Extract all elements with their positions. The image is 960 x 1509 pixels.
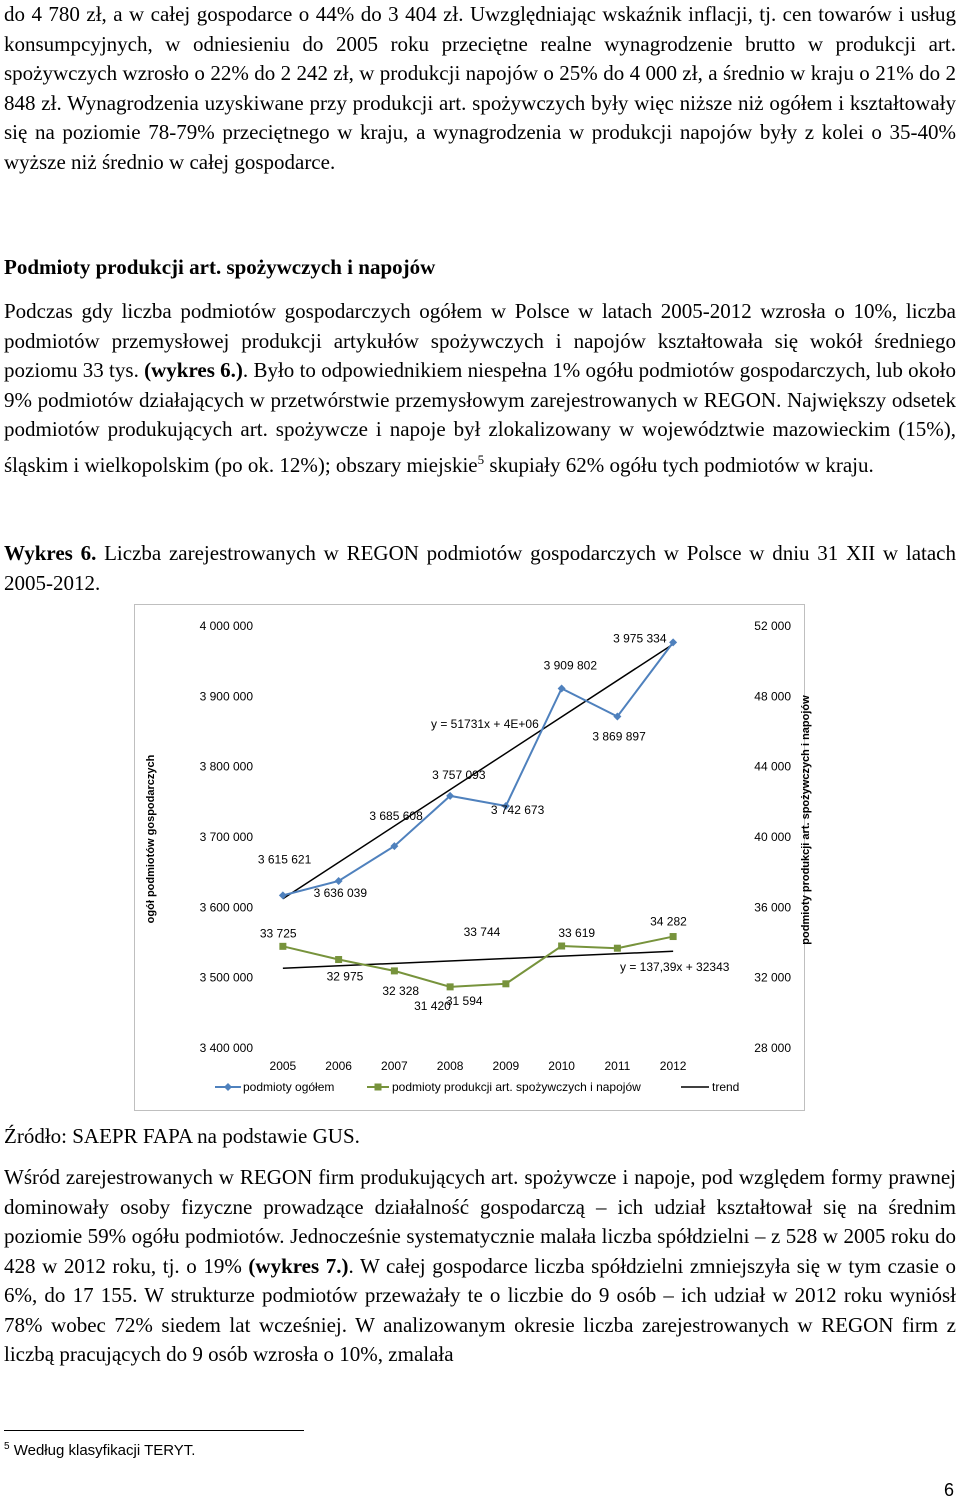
series-total-data-label: 3 742 673 <box>490 802 545 817</box>
section-heading: Podmioty produkcji art. spożywczych i napojów <box>4 255 436 279</box>
left-axis-tick-label: 3 400 000 <box>199 1041 253 1055</box>
right-axis-tick-label: 28 000 <box>754 1041 791 1055</box>
line-chart <box>135 605 812 1110</box>
right-axis-tick-label: 52 000 <box>754 619 791 633</box>
x-axis-tick-label: 2006 <box>325 1059 352 1073</box>
x-axis-tick-label: 2007 <box>381 1059 408 1073</box>
right-axis-tick-label: 32 000 <box>754 970 791 985</box>
series-food-point <box>614 945 621 952</box>
footnote <box>4 1441 195 1459</box>
series-total-data-label: 3 615 621 <box>257 852 312 867</box>
series-total-point <box>279 891 287 899</box>
series-food-point <box>558 943 565 950</box>
x-axis-tick-label: 2008 <box>436 1059 464 1073</box>
series-food-point <box>335 956 342 963</box>
left-axis-tick-label: 4 000 000 <box>199 619 253 633</box>
series-food-point <box>279 943 286 950</box>
x-axis-tick-label: 2010 <box>548 1059 575 1073</box>
series-food-data-label: 32 975 <box>326 969 364 984</box>
series-food-data-label: 32 328 <box>382 983 420 998</box>
x-axis-tick-label: 2009 <box>492 1059 520 1073</box>
legend-total-label: podmioty ogółem <box>243 1080 335 1094</box>
legend-total-marker <box>224 1083 232 1091</box>
footnote-number: 5 <box>4 1441 10 1452</box>
paragraph-legal-forms-part2: . W całej gospodarce liczba spółdzielni zmniejszyła się w tym czasie o 6%, do 17 155. W strukturze podmiotów przeważały te o liczbie do 9 osób – ich udział w 2012 roku wyniósł 78% wobec 72% siedem lat wcześniej. W analizowanym okresie liczba zarejestrowanych w REGON firm z liczbą pracujących do 9 osób wzrosła o 10%, zmalała <box>4 1253 957 1366</box>
chart-caption-label: Wykres 6. <box>4 541 97 565</box>
paragraph-legal-forms <box>4 1163 956 1370</box>
series-total-data-label: 3 636 039 <box>313 885 368 900</box>
series-food-data-label: 31 420 <box>414 998 451 1013</box>
series-total-data-label: 3 685 608 <box>369 809 423 824</box>
series-total-data-label: 3 757 093 <box>432 767 486 782</box>
chart-caption <box>4 539 956 598</box>
right-axis-tick-label: 36 000 <box>754 900 791 915</box>
legend-trend-label: trend <box>712 1080 740 1094</box>
series-food-data-label: 31 594 <box>445 993 483 1008</box>
series-food-point <box>502 980 509 987</box>
right-axis-tick-label: 48 000 <box>754 689 791 704</box>
series-food-point <box>670 933 677 940</box>
x-axis-tick-label: 2005 <box>269 1059 297 1073</box>
chart-container <box>134 604 812 1111</box>
source-note: Źródło: SAEPR FAPA na podstawie GUS. <box>4 1124 360 1148</box>
series-total-point <box>558 684 566 692</box>
series-total-data-label: 3 869 897 <box>592 729 646 744</box>
paragraph-entities-part1: Podczas gdy liczba podmiotów gospodarczych ogółem w Polsce w latach 2005-2012 wzrosła o 10%, liczba podmiotów przemysłowej produkcji artykułów spożywczych i napojów kształtowała się wokół średniego poziomu 33 tys. <box>4 299 956 382</box>
page-number: 6 <box>943 1480 954 1500</box>
series-food-data-label: 33 744 <box>463 925 501 940</box>
x-axis-tick-label: 2012 <box>659 1059 687 1073</box>
series-food-data-label: 33 725 <box>259 926 297 941</box>
paragraph-entities-part2: . Było to odpowiednikiem niespełna 1% ogółu podmiotów gospodarczych, lub około 9% podmiotów działających w przetwórstwie przemysłowym zarejestrowanych w REGON. Największy odsetek podmiotów produkujących art. spożywcze i napoje był zlokalizowany w województwie mazowieckim (15%), śląskim i wielkopolskim (po ok. 12%); obszary miejskie <box>4 358 957 477</box>
series-food-data-label: 33 619 <box>558 926 596 941</box>
left-axis-tick-label: 3 600 000 <box>199 900 253 915</box>
left-axis-tick-label: 3 500 000 <box>199 970 253 985</box>
paragraph-entities <box>4 297 956 480</box>
x-axis-tick-label: 2011 <box>604 1059 631 1073</box>
trend-equation-food: y = 137,39x + 32343 <box>620 960 730 974</box>
series-total-data-label: 3 909 802 <box>543 658 598 673</box>
right-axis-tick-label: 44 000 <box>754 759 791 774</box>
chart-reference-6: (wykres 6.) <box>144 358 243 382</box>
right-axis-tick-label: 40 000 <box>754 830 791 844</box>
paragraph-legal-forms-part1: Wśród zarejestrowanych w REGON firm produkujących art. spożywcze i napoje, pod względem formy prawnej dominowały osoby fizyczne prowadzące działalność gospodarczą – ich udział kształtował się na średnim poziomie 59% ogółu podmiotów. Jednocześnie systematycznie malała liczba spółdzielni – z 528 w 2005 roku do 428 w 2012 roku, tj. o 19% <box>4 1165 956 1278</box>
left-axis-tick-label: 3 800 000 <box>199 759 253 774</box>
series-food-point <box>447 983 454 990</box>
footnote-marker: 5 <box>477 451 485 467</box>
series-food-point <box>391 967 398 974</box>
legend-food-label: podmioty produkcji art. spożywczych i napojów <box>392 1080 641 1094</box>
legend-food-marker <box>375 1084 382 1091</box>
chart-caption-text: Liczba zarejestrowanych w REGON podmiotów gospodarczych w Polsce w dniu 31 XII w latach 2005-2012. <box>4 541 956 595</box>
left-axis-tick-label: 3 700 000 <box>199 830 253 844</box>
left-axis-tick-label: 3 900 000 <box>199 689 253 704</box>
right-axis-title: podmioty produkcji art. spożywczych i napojów <box>800 695 812 945</box>
paragraph-wages: do 4 780 zł, a w całej gospodarce o 44% do 3 404 zł. Uwzględniając wskaźnik inflacji, tj. cen towarów i usług konsumpcyjnych, w odniesieniu do 2005 roku przeciętne realne wynagrodzenie brutto w produkcji art. spożywczych wzrosło o 22% do 2 242 zł, w produkcji napojów o 25% do 4 000 zł, a średnio w kraju o 21% do 2 848 zł. Wynagrodzenia uzyskiwane przy produkcji art. spożywczych były więc niższe niż ogółem i kształtowały się na poziomie 78-79% przeciętnego w kraju, a wynagrodzenia w produkcji napojów były z kolei o 35-40% wyższe niż średnio w całej gospodarce. <box>4 2 956 174</box>
chart-reference-7: (wykres 7.) <box>248 1253 349 1278</box>
series-food-data-label: 34 282 <box>650 914 687 929</box>
left-axis-title: ogół podmiotów gospodarczych <box>145 754 157 924</box>
paragraph-entities-part3: skupiały 62% ogółu tych podmiotów w kraju. <box>484 452 874 477</box>
series-total-data-label: 3 975 334 <box>613 631 667 646</box>
footnote-divider <box>4 1430 304 1431</box>
trend-equation-total: y = 51731x + 4E+06 <box>431 717 539 731</box>
footnote-text: Według klasyfikacji TERYT. <box>9 1442 196 1459</box>
